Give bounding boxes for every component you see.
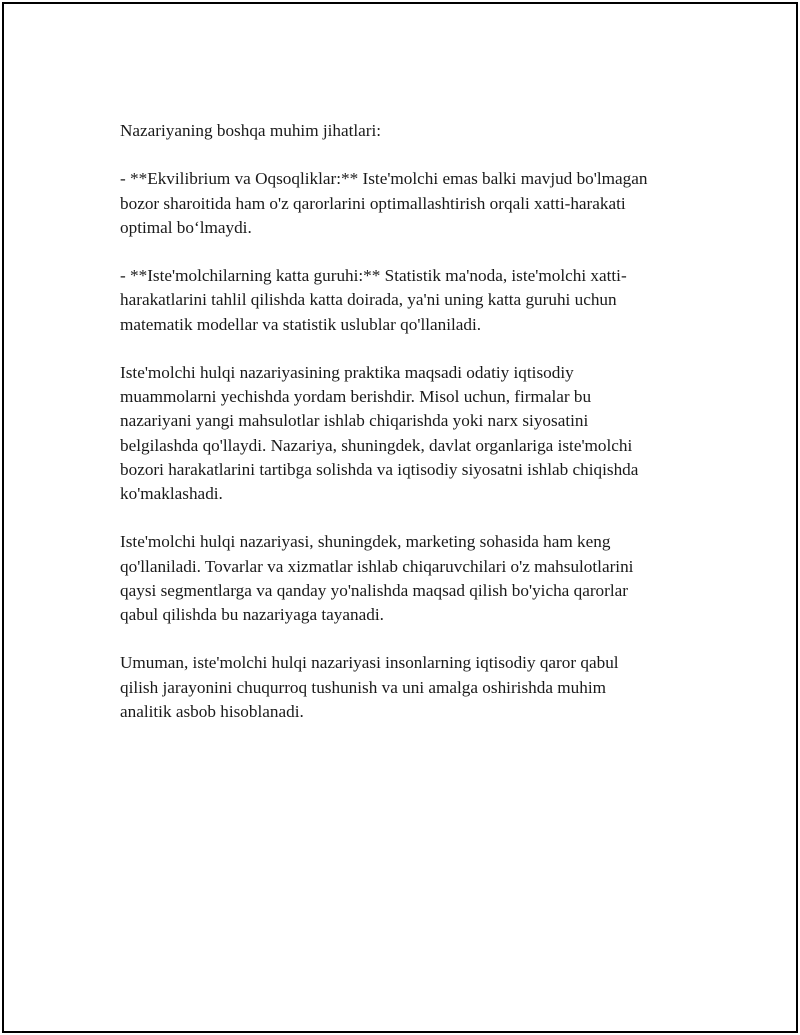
paragraph-consumer-groups: - **Iste'molchilarning katta guruhi:** Statistik ma'noda, iste'molchi xatti- harakatlarini tahlil qilishda katta doirada, ya'ni uning katta guruhi uchun matematik modellar va statistik uslublar qo'llaniladi. — [120, 266, 627, 334]
paragraph-equilibrium: - **Ekvilibrium va Oqsoqliklar:** Iste'molchi emas balki mavjud bo'lmagan bozor sharoitida ham o'z qarorlarini optimallashtirish orqali xatti-harakati optimal bo‘lmaydi. — [120, 169, 648, 237]
paragraph-marketing: Iste'molchi hulqi nazariyasi, shuningdek, marketing sohasida ham keng qo'llaniladi. Tovarlar va xizmatlar ishlab chiqaruvchilari o'z mahsulotlarini qaysi segmentlarga va qanday yo'nalishda maqsad qilish bo'yicha qarorlar qabul qilishda bu nazariyaga tayanadi. — [120, 532, 634, 624]
document-body — [120, 119, 692, 748]
paragraph-conclusion: Umuman, iste'molchi hulqi nazariyasi insonlarning iqtisodiy qaror qabul qilish jarayonini chuqurroq tushunish va uni amalga oshirishda muhim analitik asbob hisoblanadi. — [120, 653, 619, 721]
paragraph-practical-goal: Iste'molchi hulqi nazariyasining praktika maqsadi odatiy iqtisodiy muammolarni yechishda yordam berishdir. Misol uchun, firmalar bu nazariyani yangi mahsulotlar ishlab chiqarishda yoki narx siyosatini belgilashda qo'llaydi. Nazariya, shuningdek, davlat organlariga iste'molchi bozori harakatlarini tartibga solishda va iqtisodiy siyosatni ishlab chiqishda ko'maklashadi. — [120, 362, 639, 503]
section-heading: Nazariyaning boshqa muhim jihatlari: — [120, 121, 382, 140]
page-frame — [2, 2, 798, 1033]
